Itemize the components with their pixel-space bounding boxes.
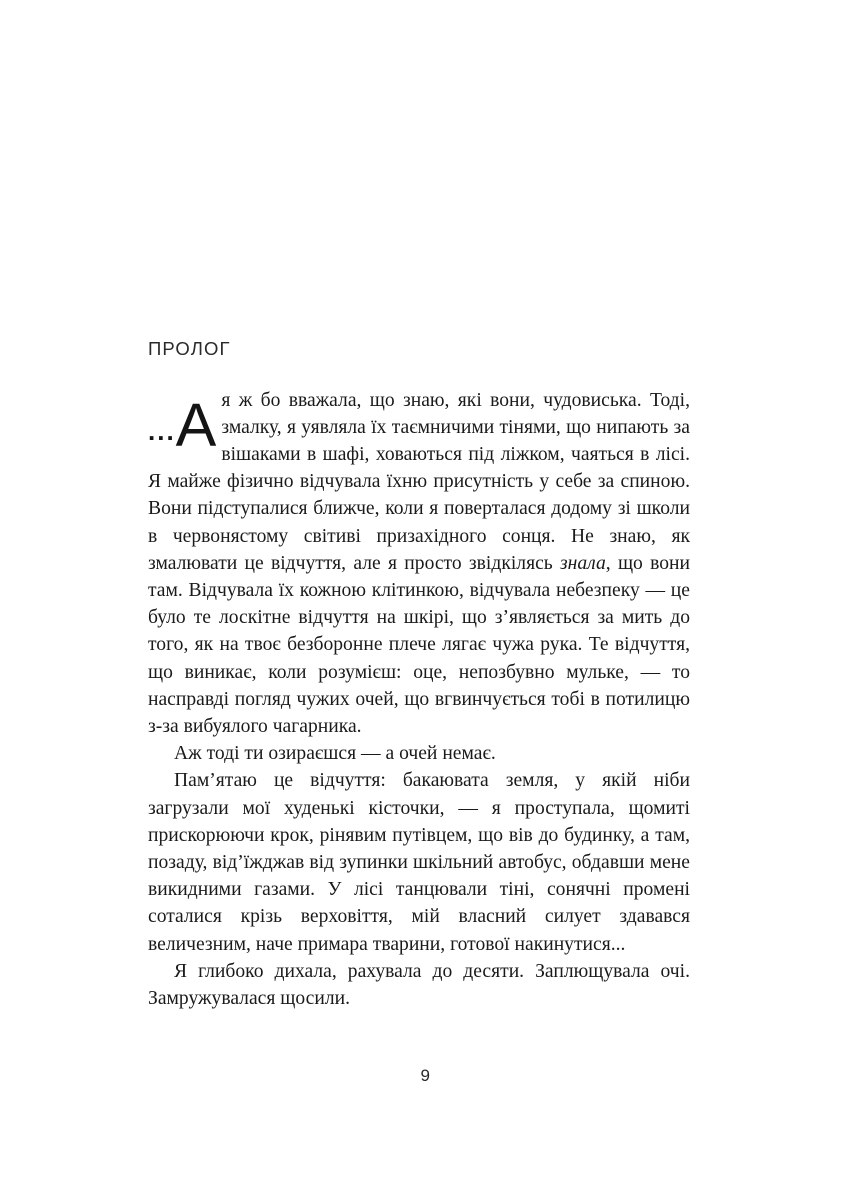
paragraph-4: Я глибоко дихала, рахувала до десяти. Заплющувала очі. Замружувалася щосили. (148, 960, 690, 1009)
page-title: ПРОЛОГ (148, 338, 231, 359)
drop-cap-letter: А (175, 390, 217, 459)
paragraph-1-text-before-italic: я ж бо вважала, що знаю, які вони, чудовиська. Тоді, змалку, я уявляла їх таємничими тінями, що нипають за вішаками в шафі, ховаються під ліжком, чаяться в лісі. Я майже фізично відчувала їхню присутність у себе за спиною. Вони підступалися ближче, коли я поверталася додому зі школи в червонястому світиві призахідного сонця. Не знаю, як змалювати це відчуття, але я просто звідкілясь (148, 389, 690, 574)
ellipsis-ornament: ... (148, 415, 176, 446)
page-number: 9 (420, 1066, 431, 1085)
paragraph-3: Пам’ятаю це відчуття: бакаювата земля, у якій ніби загрузали мої худенькі кісточки, — я проступала, щомиті прискорюючи крок, рінявим путівцем, що вів до будинку, а там, позаду, від’їжджав від зупинки шкільний автобус, обдавши мене викидними газами. У лісі танцювали тіні, сонячні промені соталися крізь верховіття, мій власний силует здавався величезним, наче примара тварини, готової накинутися... (148, 770, 690, 955)
text-block (148, 340, 690, 1012)
paragraph-2: Аж тоді ти озираєшся — а очей немає. (174, 743, 496, 765)
dropcap-ornament (148, 389, 217, 459)
paragraph-1-text-after-italic: , що вони там. Відчувала їх кожною клітинкою, відчувала небезпеку — це було те лоскітне відчуття на шкірі, що з’являється за мить до того, як на твоє безборонне плече лягає чужа рука. Те відчуття, що виникає, коли розумієш: оце, непозбувно мульке, — то насправді погляд чужих очей, що вгвинчується тобі в потилицю з-за вибуялого чагарника. (148, 552, 690, 737)
body-copy (148, 387, 690, 1013)
emphasised-word: знала (560, 552, 606, 574)
paragraph-opening (148, 387, 690, 741)
